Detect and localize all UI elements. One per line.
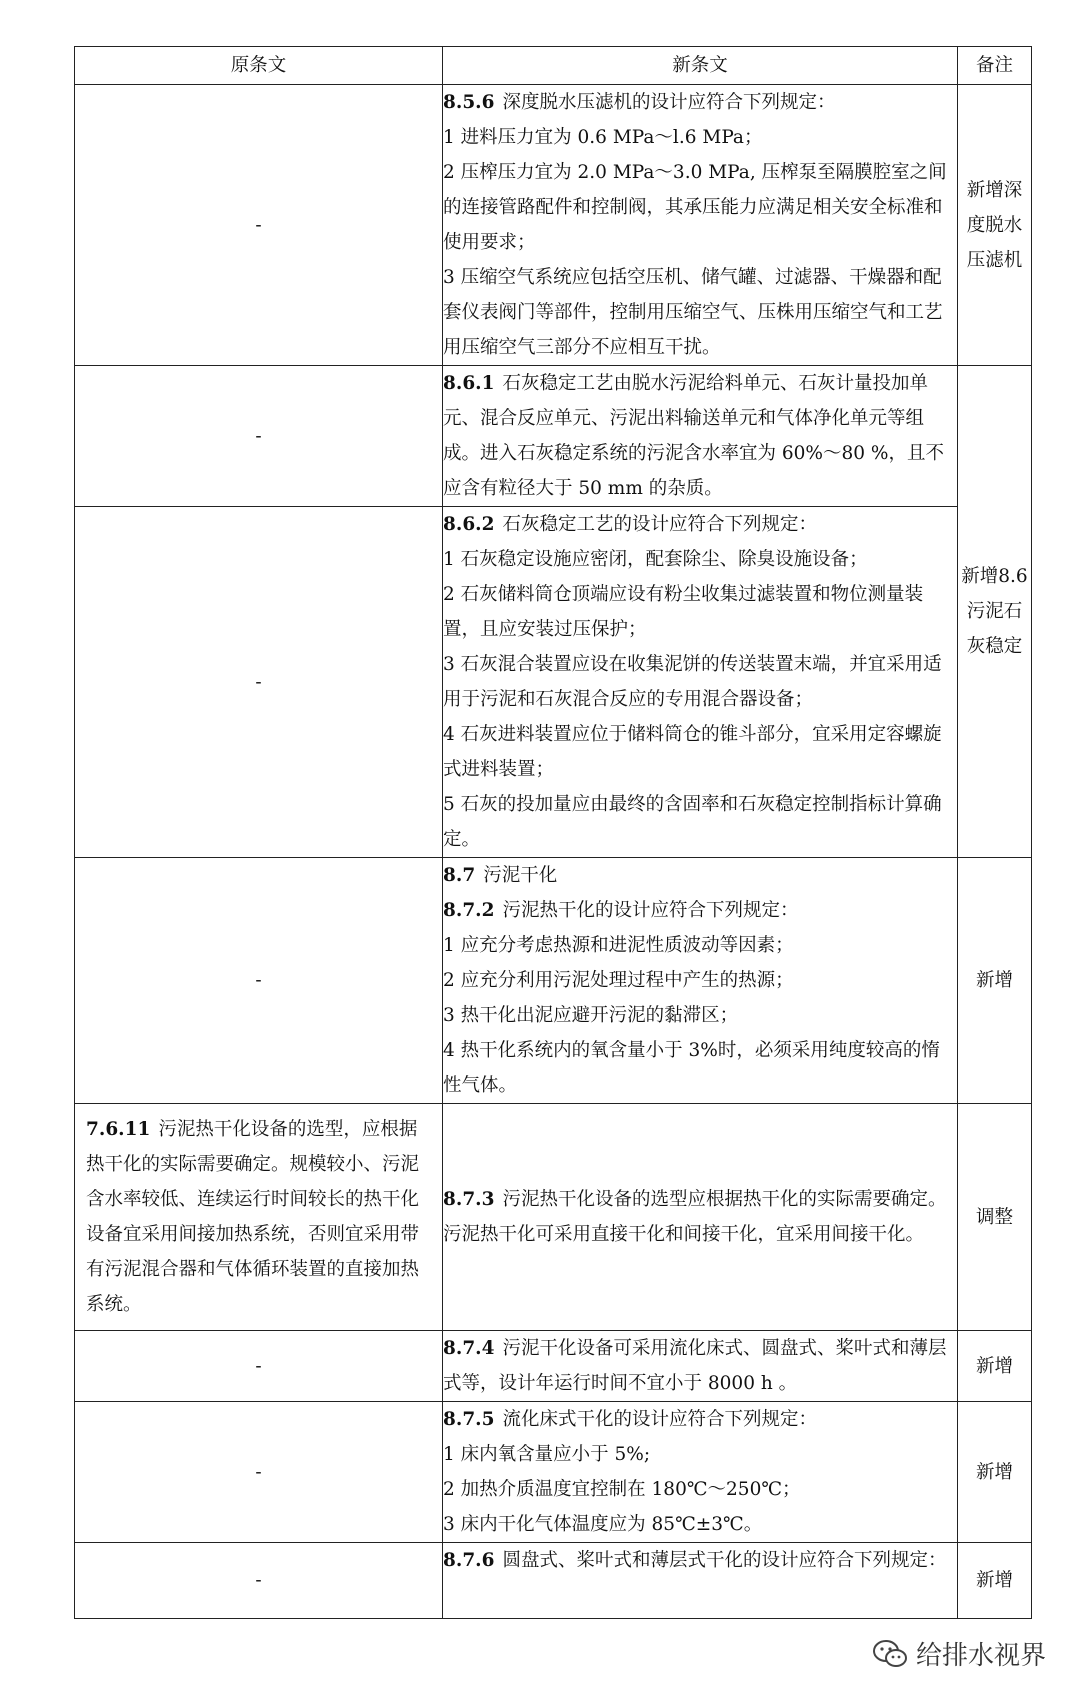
clause-text: 污泥干化设备可采用流化床式、圆盘式、桨叶式和薄层式等，设计年运行时间不宜小于 8000 h 。 (443, 1338, 947, 1394)
clause-number: 8.7.5 (443, 1409, 495, 1430)
header-note: 备注 (958, 47, 1032, 85)
clause-text: 4 热干化系统内的氧含量小于 3%时，必须采用纯度较高的惰性气体。 (443, 1040, 940, 1096)
new-clause-cell (443, 1543, 958, 1619)
wechat-icon (872, 1639, 908, 1669)
new-clause-cell (443, 1331, 958, 1402)
section-title: 污泥干化 (483, 865, 558, 886)
new-clause-cell (443, 366, 958, 507)
clause-text: 污泥热干化设备的选型，应根据热干化的实际需要确定。规模较小、污泥含水率较低、连续运行时间较长的热干化设备宜采用间接加热系统，否则宜采用带有污泥混合器和气体循环装置的直接加热系统。 (86, 1119, 420, 1315)
table-row (75, 366, 1032, 507)
clause-text: 2 石灰储料筒仓顶端应设有粉尘收集过滤装置和物位测量装置，且应安装过压保护； (443, 584, 924, 640)
note-cell: 新增 (958, 1402, 1032, 1543)
clause-number: 8.7.6 (443, 1550, 495, 1571)
clause-text: 污泥热干化的设计应符合下列规定： (502, 900, 799, 921)
table-row (75, 858, 1032, 1104)
clause-text: 石灰稳定工艺由脱水污泥给料单元、石灰计量投加单元、混合反应单元、污泥出料输送单元和气体净化单元等组成。进入石灰稳定系统的污泥含水率宜为 60%～80 %，且不应含有粒径大于 50 mm 的杂质。 (443, 373, 945, 499)
comparison-table (74, 46, 1032, 1619)
note-cell: 新增深度脱水压滤机 (958, 85, 1032, 366)
note-cell: 新增 (958, 858, 1032, 1104)
clause-number: 8.6.2 (443, 514, 495, 535)
clause-text: 1 石灰稳定设施应密闭，配套除尘、除臭设施设备； (443, 549, 868, 570)
clause-text: 4 石灰进料装置应位于储料筒仓的锥斗部分，宜采用定容螺旋式进料装置； (443, 724, 942, 780)
clause-number: 8.7.2 (443, 900, 495, 921)
clause-number: 7.6.11 (86, 1119, 151, 1140)
clause-text: 1 进料压力宜为 0.6 MPa～l.6 MPa； (443, 127, 763, 148)
clause-number: 8.7.3 (443, 1189, 495, 1210)
table-row (75, 1104, 1032, 1331)
header-original: 原条文 (75, 47, 443, 85)
new-clause-cell (443, 507, 958, 858)
clause-text: 2 加热介质温度宜控制在 180℃～250℃； (443, 1479, 801, 1500)
table-row (75, 1402, 1032, 1543)
clause-text: 3 床内干化气体温度应为 85℃±3℃。 (443, 1514, 763, 1535)
original-cell: - (75, 1402, 443, 1543)
original-cell: - (75, 858, 443, 1104)
original-cell (75, 1104, 443, 1331)
watermark-text: 给排水视界 (916, 1641, 1047, 1671)
original-cell: - (75, 85, 443, 366)
clause-text: 流化床式干化的设计应符合下列规定： (502, 1409, 818, 1430)
clause-text: 3 热干化出泥应避开污泥的黏滞区； (443, 1005, 739, 1026)
table-row (75, 85, 1032, 366)
clause-text: 3 石灰混合装置应设在收集泥饼的传送装置末端，并宜采用适用于污泥和石灰混合反应的专用混合器设备； (443, 654, 942, 710)
clause-text: 1 床内氧含量应小于 5%; (443, 1444, 651, 1465)
table-row (75, 1331, 1032, 1402)
clause-text: 圆盘式、桨叶式和薄层式干化的设计应符合下列规定： (502, 1550, 947, 1571)
watermark (872, 1635, 1046, 1672)
clause-text: 深度脱水压滤机的设计应符合下列规定： (502, 92, 836, 113)
note-cell: 新增 (958, 1331, 1032, 1402)
note-cell: 新增 (958, 1543, 1032, 1619)
new-clause-cell (443, 1402, 958, 1543)
note-cell: 新增8.6污泥石灰稳定 (958, 366, 1032, 858)
header-new: 新条文 (443, 47, 958, 85)
section-number: 8.7 (443, 865, 476, 886)
new-clause-cell (443, 85, 958, 366)
clause-text: 石灰稳定工艺的设计应符合下列规定： (502, 514, 818, 535)
new-clause-cell (443, 858, 958, 1104)
clause-text: 2 压榨压力宜为 2.0 MPa～3.0 MPa, 压榨泵至隔膜腔室之间的连接管路配件和控制阀，其承压能力应满足相关安全标准和使用要求； (443, 162, 947, 253)
clause-number: 8.6.1 (443, 373, 495, 394)
clause-text: 5 石灰的投加量应由最终的含固率和石灰稳定控制指标计算确定。 (443, 794, 942, 850)
note-cell: 调整 (958, 1104, 1032, 1331)
original-cell: - (75, 366, 443, 507)
clause-number: 8.7.4 (443, 1338, 495, 1359)
table-header-row (75, 47, 1032, 85)
table-row (75, 1543, 1032, 1619)
clause-text: 2 应充分利用污泥处理过程中产生的热源； (443, 970, 794, 991)
new-clause-cell (443, 1104, 958, 1331)
clause-number: 8.5.6 (443, 92, 495, 113)
clause-text: 1 应充分考虑热源和进泥性质波动等因素； (443, 935, 794, 956)
original-cell: - (75, 1331, 443, 1402)
table-row (75, 507, 1032, 858)
clause-text: 污泥热干化设备的选型应根据热干化的实际需要确定。污泥热干化可采用直接干化和间接干化，宜采用间接干化。 (443, 1189, 947, 1245)
clause-text: 3 压缩空气系统应包括空压机、储气罐、过滤器、干燥器和配套仪表阀门等部件，控制用压缩空气、压株用压缩空气和工艺用压缩空气三部分不应相互干扰。 (443, 267, 943, 358)
original-cell: - (75, 1543, 443, 1619)
original-cell: - (75, 507, 443, 858)
